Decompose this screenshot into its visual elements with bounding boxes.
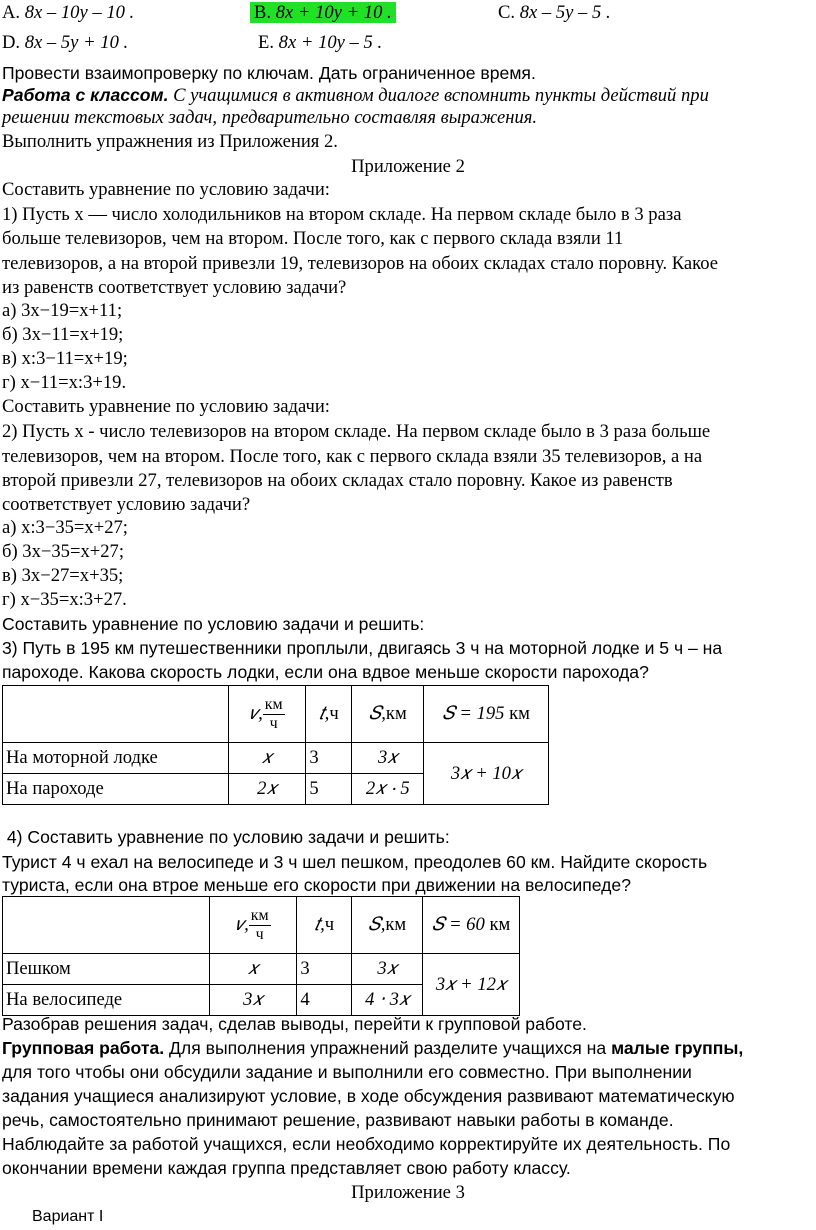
group-work-line: речь, самостоятельно принимают решение, развивают навыки работы в команде. [2,1110,674,1130]
task3-heading: Составить уравнение по условию задачи и решить: [2,614,425,634]
group-work-line: задания учащиеся анализируют условие, в ходе обсуждения развивают математическую [2,1086,735,1106]
task2-option-d: г) х−35=х:3+27. [2,589,127,610]
task1-heading: Составить уравнение по условию задачи: [2,179,330,200]
class-work-line-2: решении текстовых задач, предварительно составляя выражения. [2,107,538,128]
group-work-line: Наблюдайте за работой учащихся, если необходимо корректируйте их деятельность. По [2,1134,731,1154]
answer-c: C. 8x – 5y – 5 . [498,2,611,23]
task1-option-d: г) х−11=х:3+19. [2,372,127,393]
distance-header: 𝑆,км [352,897,423,954]
class-work-paragraph: Работа с классом. С учащимися в активном диалоге вспомнить пункты действий при [2,85,709,106]
task1-option-b: б) 3х−11=х+19; [2,324,124,345]
table-row: На пароходе 2𝑥 5 2𝑥 ⋅ 5 [3,774,549,805]
answer-a: A. 8x – 10y – 10 . [2,2,135,23]
answer-b [250,2,396,24]
transition-instruction: Разобрав решения задач, сделав выводы, перейти к групповой работе. [2,1014,587,1034]
task1-line: из равенств соответствует условию задачи? [2,277,347,298]
task3-solution-table [2,685,549,805]
variant-label: Вариант I [32,1208,104,1225]
total-distance-header: 𝑆 = 195 км [424,686,549,743]
task1-line: 1) Пусть х — число холодильников на втором складе. На первом складе было в 3 раза [2,204,682,225]
group-work-line: окончании времени каждая группа представляет свою работу классу. [2,1158,571,1178]
time-header: 𝑡,ч [306,686,352,743]
appendix-2-title: Приложение 2 [351,156,465,177]
time-header: 𝑡,ч [297,897,352,954]
table-row: На моторной лодке 𝑥 3 3𝑥 3𝑥 + 10𝑥 [3,743,549,774]
task2-option-b: б) 3х−35=х+27; [2,541,125,562]
table-row: Пешком 𝑥 3 3𝑥 3𝑥 + 12𝑥 [3,954,520,985]
task4-heading: 4) Составить уравнение по условию задачи и решить: [2,827,450,847]
equation-cell: 3𝑥 + 10𝑥 [424,743,549,805]
task2-line: телевизоров, чем на втором. После того, как с первого склада взяли 35 телевизоров, а на [2,446,703,467]
task1-line: телевизоров, а на второй привезли 19, телевизоров на обоих складах стало поровну. Какое [2,253,719,274]
table-header-row [3,897,520,954]
group-work-paragraph: Групповая работа. Для выполнения упражнений разделите учащихся на малые группы, [2,1038,744,1058]
task2-option-c: в) 3х−27=х+35; [2,565,124,586]
task2-option-a: а) х:3−35=х+27; [2,517,128,538]
task2-line: соответствует условию задачи? [2,494,251,515]
equation-cell: 3𝑥 + 12𝑥 [423,954,520,1016]
task3-line: 3) Путь в 195 км путешественники проплыли, двигаясь 3 ч на моторной лодке и 5 ч – на [2,638,723,658]
task1-option-a: а) 3х−19=х+11; [2,300,123,321]
peer-check-instruction: Провести взаимопроверку по ключам. Дать ограниченное время. [2,63,536,83]
task2-line: второй привезли 27, телевизоров на обоих складах стало поровну. Какое из равенств [2,470,673,491]
appendix-3-title: Приложение 3 [351,1182,465,1203]
answer-e: E. 8x + 10y – 5 . [258,32,383,53]
task1-line: больше телевизоров, чем на втором. После того, как с первого склада взяли 11 [2,228,624,249]
task4-line: туриста, если она втрое меньше его скорости при движении на велосипеде? [2,875,631,895]
exercise-instruction: Выполнить упражнения из Приложения 2. [2,131,338,152]
task1-option-c: в) х:3−11=х+19; [2,348,128,369]
answer-d: D. 8x – 5y + 10 . [2,32,129,53]
task4-solution-table [2,896,520,1016]
task4-line: Турист 4 ч ехал на велосипеде и 3 ч шел пешком, преодолев 60 км. Найдите скорость [2,852,708,872]
table-row: На велосипеде 3𝑥 4 4 ⋅ 3𝑥 [3,985,520,1016]
task2-line: 2) Пусть х - число телевизоров на втором складе. На первом складе было в 3 раза больше [2,421,711,442]
task3-line: пароходе. Какова скорость лодки, если она вдвое меньше скорости парохода? [2,662,649,682]
total-distance-header: 𝑆 = 60 км [423,897,520,954]
speed-header: 𝑣, $\frac{км}{ч}$ [209,897,297,954]
table-header-row [3,686,549,743]
group-work-line: для того чтобы они обсудили задание и выполнили его совместно. При выполнении [2,1062,692,1082]
distance-header: 𝑆,км [352,686,424,743]
speed-header: 𝑣, $\frac{км}{ч}$ [228,686,306,743]
correct-answer-highlight: B. 8x + 10y + 10 . [250,2,396,23]
task2-heading: Составить уравнение по условию задачи: [2,396,330,417]
